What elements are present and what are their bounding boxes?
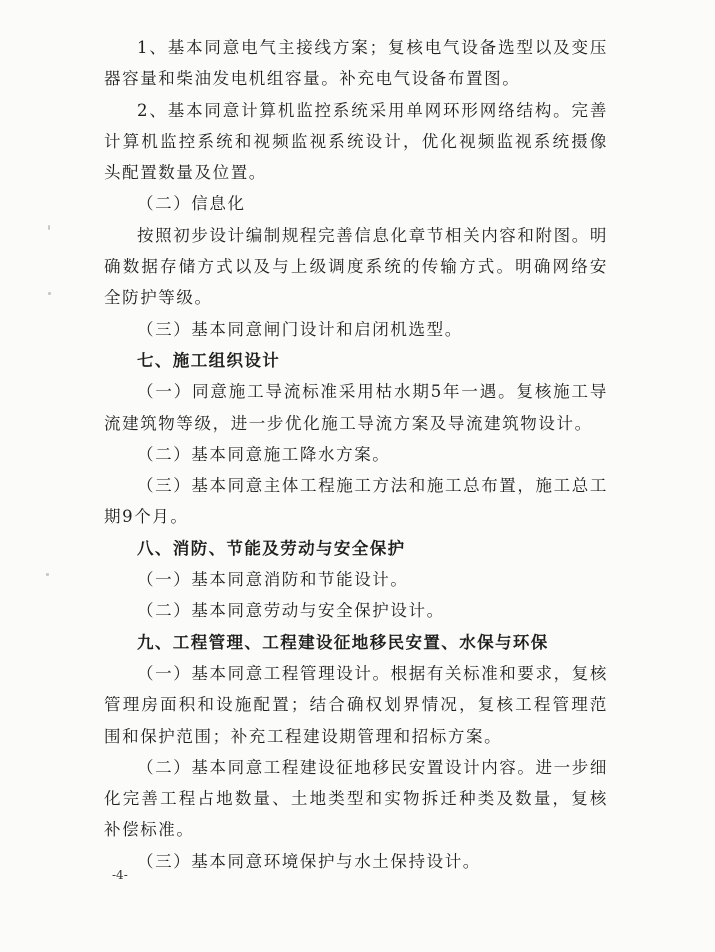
document-body <box>104 32 608 877</box>
section-heading-management: 九、工程管理、工程建设征地移民安置、水保与环保 <box>137 632 549 652</box>
paragraph-diversion-standard: （一）同意施工导流标准采用枯水期5年一遇。复核施工导流建筑物等级，进一步优化施工导流方案及导流建筑物设计。 <box>104 382 608 433</box>
subheading-informatization: （二）信息化 <box>137 194 246 214</box>
paragraph-fire-energy: （一）基本同意消防和节能设计。 <box>137 570 409 590</box>
paragraph-labor-safety: （二）基本同意劳动与安全保护设计。 <box>137 601 445 621</box>
paragraph-electrical-main-wiring: 1、基本同意电气主接线方案；复核电气设备选型以及变压器容量和柴油发电机组容量。补充电气设备布置图。 <box>104 38 608 89</box>
section-heading-fire-safety: 八、消防、节能及劳动与安全保护 <box>137 538 406 558</box>
paragraph-informatization: 按照初步设计编制规程完善信息化章节相关内容和附图。明确数据存储方式以及与上级调度系统的传输方式。明确网络安全防护等级。 <box>104 225 608 308</box>
paragraph-land-resettlement: （二）基本同意工程建设征地移民安置设计内容。进一步细化完善工程占地数量、土地类型和实物拆迁种类及数量，复核补偿标准。 <box>104 757 608 840</box>
paragraph-construction-method: （三）基本同意主体工程施工方法和施工总布置，施工总工期9个月。 <box>104 476 608 527</box>
section-heading-construction: 七、施工组织设计 <box>137 350 281 370</box>
paragraph-dewatering: （二）基本同意施工降水方案。 <box>137 444 391 464</box>
scan-speck <box>48 292 51 295</box>
scan-speck <box>48 225 50 230</box>
paragraph-gate-design: （三）基本同意闸门设计和启闭机选型。 <box>137 319 463 339</box>
scan-speck <box>46 573 49 576</box>
paragraph-computer-monitoring: 2、基本同意计算机监控系统采用单网环形网络结构。完善计算机监控系统和视频监视系统设计，优化视频监视系统摄像头配置数量及位置。 <box>104 100 608 183</box>
paragraph-environment: （三）基本同意环境保护与水土保持设计。 <box>137 851 481 871</box>
page-number: -4- <box>112 868 128 882</box>
paragraph-engineering-management: （一）基本同意工程管理设计。根据有关标准和要求，复核管理房面积和设施配置；结合确权划界情况，复核工程管理范围和保护范围；补充工程建设期管理和招标方案。 <box>104 663 608 746</box>
